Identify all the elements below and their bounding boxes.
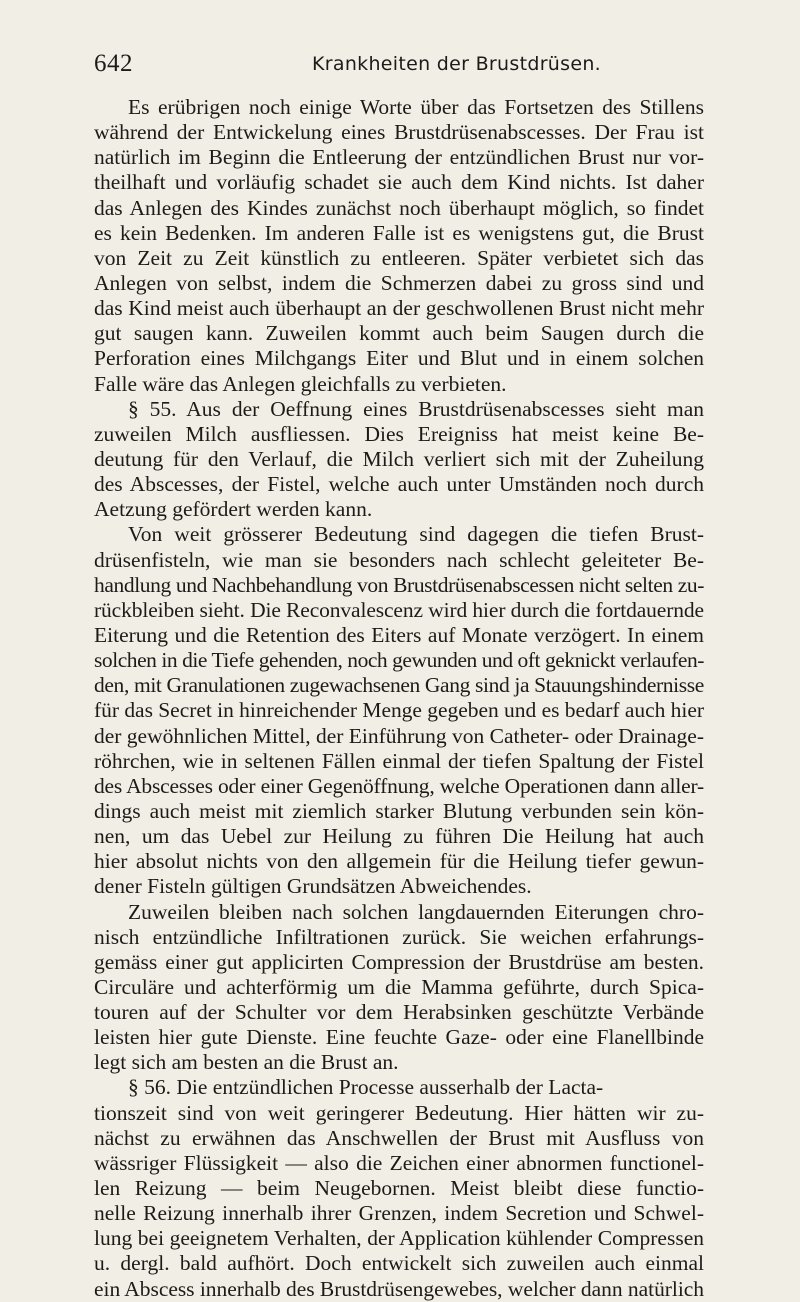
text-line: natürlich im Beginn die Entleerung der entzündlichen Brust nur vor- bbox=[94, 145, 704, 170]
text-line: rückbleiben sieht. Die Reconvalescenz wird hier durch die fortdauernde bbox=[94, 597, 704, 622]
text-line: solchen in die Tiefe gehenden, noch gewunden und oft geknickt verlaufen- bbox=[94, 648, 704, 673]
page-number: 642 bbox=[94, 50, 133, 77]
text-line: lung bei geeignetem Verhalten, der Application kühlender Compressen bbox=[94, 1226, 704, 1251]
text-line: nen, um das Uebel zur Heilung zu führen Die Heilung hat auch bbox=[94, 824, 704, 849]
text-line: des Abscesses, der Fistel, welche auch unter Umständen noch durch bbox=[94, 472, 704, 497]
text-line: röhrchen, wie in seltenen Fällen einmal der tiefen Spaltung der Fistel bbox=[94, 748, 704, 773]
text-line: Eiterung und die Retention des Eiters auf Monate verzögert. In einem bbox=[94, 622, 704, 647]
text-line: nelle Reizung innerhalb ihrer Grenzen, indem Secretion und Schwel- bbox=[94, 1201, 704, 1226]
text-line: § 56. Die entzündlichen Processe ausserhalb der Lacta- bbox=[128, 1075, 604, 1100]
text-line: während der Entwickelung eines Brustdrüsenabscesses. Der Frau ist bbox=[94, 120, 704, 145]
text-line: touren auf der Schulter vor dem Herabsinken geschützte Verbände bbox=[94, 1000, 704, 1025]
text-line: dener Fisteln gültigen Grundsätzen Abweichendes. bbox=[94, 874, 532, 899]
text-line: Anlegen von selbst, indem die Schmerzen dabei zu gross sind und bbox=[94, 270, 704, 295]
text-line: nisch entzündliche Infiltrationen zurück. Sie weichen erfahrungs- bbox=[94, 924, 705, 949]
text-line: tionszeit sind von weit geringerer Bedeutung. Hier hätten wir zu- bbox=[94, 1100, 704, 1125]
text-line: Perforation eines Milchgangs Eiter und Blut und in einem solchen bbox=[94, 346, 704, 371]
text-line: deutung für den Verlauf, die Milch verliert sich mit der Zuheilung bbox=[94, 446, 704, 471]
text-line: der gewöhnlichen Mittel, der Einführung von Catheter- oder Drainage- bbox=[94, 723, 704, 748]
text-line: gut saugen kann. Zuweilen kommt auch beim Saugen durch die bbox=[94, 321, 704, 346]
text-line: § 55. Aus der Oeffnung eines Brustdrüsenabscesses sieht man bbox=[128, 396, 704, 421]
text-line: Falle wäre das Anlegen gleichfalls zu verbieten. bbox=[94, 371, 507, 396]
text-line: nächst zu erwähnen das Anschwellen der Brust mit Ausfluss von bbox=[94, 1125, 704, 1150]
text-line: hier absolut nichts von den allgemein für die Heilung tiefer gewun- bbox=[94, 849, 704, 874]
text-line: drüsenfisteln, wie man sie besonders nach schlecht geleiteter Be- bbox=[94, 547, 704, 572]
text-line: dings auch meist mit ziemlich starker Blutung verbunden sein kön- bbox=[94, 798, 704, 823]
text-line: len Reizung — beim Neugebornen. Meist bleibt diese functio- bbox=[94, 1176, 704, 1201]
text-line: theilhaft und vorläufig schadet sie auch dem Kind nichts. Ist daher bbox=[94, 170, 704, 195]
text-line: für das Secret in hinreichender Menge gegeben und es bedarf auch hier bbox=[94, 698, 704, 723]
body-text bbox=[94, 95, 798, 1302]
text-line: Es erübrigen noch einige Worte über das Fortsetzen des Stillens bbox=[128, 95, 704, 119]
text-line: handlung und Nachbehandlung von Brustdrüsenabscessen nicht selten zu- bbox=[94, 572, 704, 597]
text-line: Aetzung gefördert werden kann. bbox=[94, 497, 373, 522]
text-line: des Abscesses oder einer Gegenöffnung, welche Operationen dann aller- bbox=[94, 773, 704, 798]
text-line: leisten hier gute Dienste. Eine feuchte Gaze- oder eine Flanellbinde bbox=[94, 1025, 704, 1050]
text-line: ein Abscess innerhalb des Brustdrüsengewebes, welcher dann natürlich bbox=[94, 1276, 704, 1301]
text-line: von Zeit zu Zeit künstlich zu entleeren. Später verbietet sich das bbox=[94, 245, 704, 270]
text-line: legt sich am besten an die Brust an. bbox=[94, 1050, 399, 1075]
running-title: Krankheiten der Brustdrüsen. bbox=[312, 53, 602, 75]
text-line: Circuläre und achterförmig um die Mamma geführte, durch Spica- bbox=[94, 974, 704, 999]
text-line: es kein Bedenken. Im anderen Falle ist es wenigstens gut, die Brust bbox=[94, 220, 704, 245]
text-line: das Kind meist auch überhaupt an der geschwollenen Brust nicht mehr bbox=[94, 296, 704, 321]
text-line: wässriger Flüssigkeit — also die Zeichen einer abnormen functionel- bbox=[94, 1150, 704, 1175]
text-line: das Anlegen des Kindes zunächst noch überhaupt möglich, so findet bbox=[94, 195, 704, 220]
text-line: den, mit Granulationen zugewachsenen Gang sind ja Stauungshindernisse bbox=[94, 673, 704, 698]
text-line: u. dergl. bald aufhört. Doch entwickelt sich zuweilen auch einmal bbox=[94, 1251, 704, 1276]
text-line: gemäss einer gut applicirten Compression der Brustdrüse am besten. bbox=[94, 949, 704, 974]
text-line: Zuweilen bleiben nach solchen langdauernden Eiterungen chro- bbox=[128, 899, 704, 924]
text-line: Von weit grösserer Bedeutung sind dagegen die tiefen Brust- bbox=[128, 522, 704, 547]
page-header bbox=[0, 50, 800, 84]
text-line: zuweilen Milch ausfliessen. Dies Ereigniss hat meist keine Be- bbox=[94, 421, 704, 446]
